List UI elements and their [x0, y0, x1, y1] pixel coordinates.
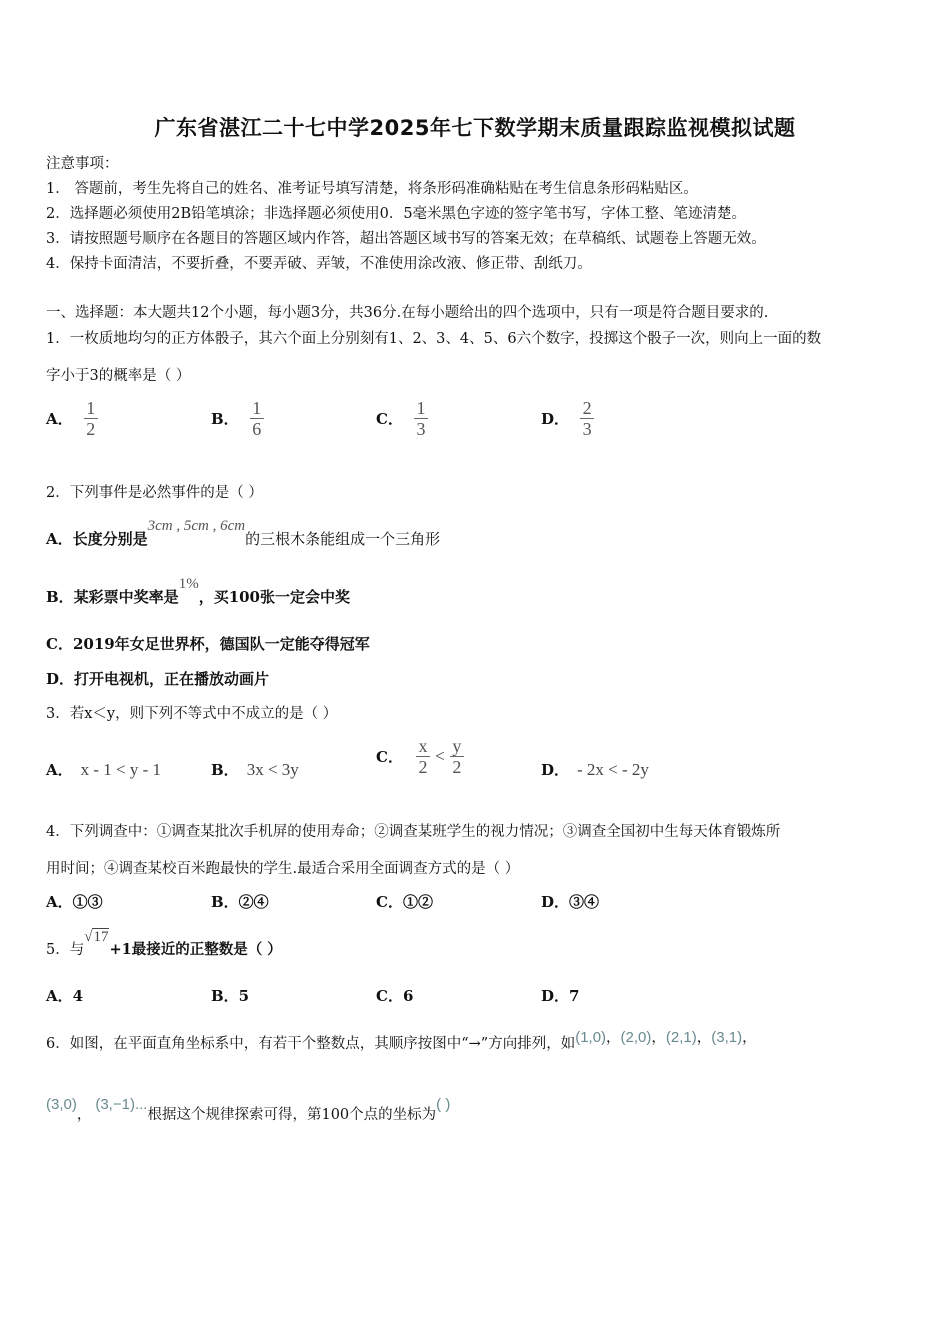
question-3-stem: 3．若x＜y，则下列不等式中不成立的是（ ）: [46, 706, 338, 722]
notice-item: 3．请按照题号顺序在各题目的答题区域内作答，超出答题区域书写的答案无效；在草稿纸、试题卷上答题无效。: [46, 231, 766, 247]
question-1-line2: 字小于3的概率是（ ）: [46, 368, 191, 384]
q1-option-c: C． $\frac{1}{3}$: [376, 398, 428, 439]
question-4-line1: 4．下列调查中：①调查某批次手机屏的使用寿命；②调查某班学生的视力情况；③调查全国初中生每天体育锻炼所: [46, 824, 781, 840]
q1-option-a: A． $\frac{1}{2}$: [46, 398, 98, 439]
q4-option-a: A．①③: [46, 893, 103, 911]
q1-option-b: B． $\frac{1}{6}$: [211, 398, 264, 439]
q2-option-b: B．某彩票中奖率是1%，买100张一定会中奖: [46, 576, 350, 606]
sqrt-17: √17: [84, 929, 109, 945]
notice-heading: 注意事项：: [46, 156, 119, 172]
q3-option-c: C． $\frac{x}{2}$ < $\frac{y}{2}$: [376, 736, 464, 777]
answer-blank: ( ): [436, 1096, 451, 1113]
notice-item: 4．保持卡面清洁，不要折叠，不要弄破、弄皱，不准使用涂改液、修正带、刮纸刀。: [46, 256, 592, 272]
q3-option-a: A． x - 1 < y - 1: [46, 760, 162, 779]
q5-option-b: B．5: [211, 987, 250, 1005]
question-6-line1: 6．如图，在平面直角坐标系中，有若干个整数点，其顺序按图中“→”方向排列，如(1,0)，(2,0)，(2,1)，(3,1)，: [46, 1029, 757, 1052]
q2-option-a: A．长度分别是3cm , 5cm , 6cm的三根木条能组成一个三角形: [46, 518, 441, 548]
page-title: 广东省湛江二十七中学2025年七下数学期末质量跟踪监视模拟试题: [154, 116, 796, 140]
section-heading: 一、选择题：本大题共12个小题，每小题3分，共36分.在每小题给出的四个选项中，只有一项是符合题目要求的.: [46, 305, 769, 321]
question-2-stem: 2．下列事件是必然事件的是（ ）: [46, 485, 263, 501]
q4-option-b: B．②④: [211, 893, 269, 911]
question-1-line1: 1．一枚质地均匀的正方体骰子，其六个面上分别刻有1、2、3、4、5、6六个数字，投掷这个骰子一次，则向上一面的数: [46, 331, 822, 347]
question-6-line2: (3,0)，(3,−1)...根据这个规律探索可得，第100个点的坐标为( ): [46, 1096, 451, 1123]
q4-option-d: D．③④: [541, 893, 600, 911]
notice-item: 1． 答题前，考生先将自己的姓名、准考证号填写清楚，将条形码准确粘贴在考生信息条形码粘贴区。: [46, 181, 698, 197]
q4-option-c: C．①②: [376, 893, 433, 911]
q5-option-a: A．4: [46, 987, 84, 1005]
q2-option-c: C．2019年女足世界杯，德国队一定能夺得冠军: [46, 635, 370, 653]
q2-option-d: D．打开电视机，正在播放动画片: [46, 670, 270, 688]
question-5-stem: 5．与√17+1最接近的正整数是（ ）: [46, 929, 282, 958]
q3-option-b: B． 3x < 3y: [211, 760, 299, 779]
question-4-line2: 用时间；④调查某校百米跑最快的学生.最适合采用全面调查方式的是（ ）: [46, 861, 520, 877]
q5-option-d: D．7: [541, 987, 580, 1005]
q5-option-c: C．6: [376, 987, 414, 1005]
q3-option-d: D． - 2x < - 2y: [541, 760, 649, 779]
q1-option-d: D． $\frac{2}{3}$: [541, 398, 594, 439]
notice-item: 2．选择题必须使用2B铅笔填涂；非选择题必须使用0．5毫米黑色字迹的签字笔书写，字体工整、笔迹清楚。: [46, 206, 747, 222]
